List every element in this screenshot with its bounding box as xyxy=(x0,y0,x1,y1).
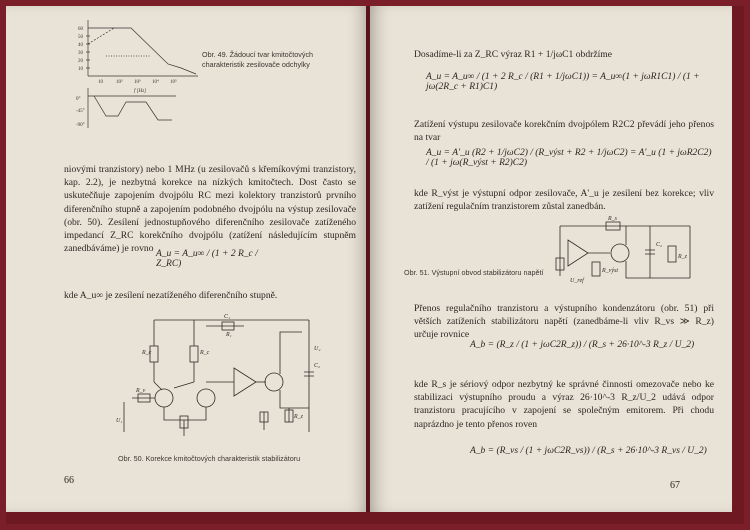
svg-text:60: 60 xyxy=(78,27,83,32)
left-page-number: 66 xyxy=(64,475,74,486)
svg-text:R_s: R_s xyxy=(608,216,617,222)
right-equation-2: A_u = A'_u (R2 + 1/jωC2) / (R_výst + R2 + 1/jωC2) = A'_u (1 + jωR2C2) / (1 + jω(R_výst + R2)C2) xyxy=(426,148,712,168)
svg-text:U₁: U₁ xyxy=(116,418,123,424)
svg-text:U_ref: U_ref xyxy=(570,278,584,284)
svg-text:10⁴: 10⁴ xyxy=(152,80,159,85)
svg-text:R₁: R₁ xyxy=(226,332,232,338)
right-page xyxy=(370,6,732,512)
svg-text:-45°: -45° xyxy=(76,109,85,114)
svg-text:10³: 10³ xyxy=(134,80,141,85)
svg-text:C₂: C₂ xyxy=(656,242,663,248)
svg-text:50: 50 xyxy=(78,35,83,40)
svg-text:R_z: R_z xyxy=(678,254,687,260)
svg-text:C₂: C₂ xyxy=(314,363,321,369)
svg-text:30: 30 xyxy=(78,51,83,56)
right-paragraph-4: Přenos regulačního tranzistoru a výstupního kondenzátoru (obr. 51) při větších zatíženích stabilizátoru napětí (zanedbáme-li vliv R_vs ≫ R_z) určuje rovnice xyxy=(414,303,714,341)
right-paragraph-3: kde R_výst je výstupní odpor zesilovače, A'_u je zesílení bez korekce; vliv zatížení regulačním tranzistorem zůstal zanedbán. xyxy=(414,188,714,213)
svg-text:U₂: U₂ xyxy=(314,346,321,352)
svg-text:20: 20 xyxy=(78,59,83,64)
svg-text:10: 10 xyxy=(98,80,103,85)
svg-text:R_z: R_z xyxy=(294,414,303,420)
svg-text:R_c: R_c xyxy=(142,350,152,356)
figure-50-caption: Obr. 50. Korekce kmitočtových charakteristik stabilizátoru xyxy=(118,454,301,463)
right-equation-4: A_b = (R_vs / (1 + jωC2R_vs)) / (R_s + 26·10^-3 R_vs / U_2) xyxy=(470,446,707,456)
right-equation-1: A_u = A_u∞ / (1 + 2 R_c / (R1 + 1/jωC1)) = A_u∞(1 + jωR1C1) / (1 + jω(2R_c + R1)C1) xyxy=(426,72,700,92)
svg-text:10: 10 xyxy=(78,67,83,72)
left-page xyxy=(6,6,368,512)
figure-49-caption: Obr. 49. Žádoucí tvar kmitočtových charakteristik zesilovače odchylky xyxy=(202,50,314,69)
svg-text:R_výst: R_výst xyxy=(602,268,618,274)
right-equation-3: A_b = (R_z / (1 + jωC2R_z)) / (R_s + 26·10^-3 R_z / U_2) xyxy=(470,340,695,350)
right-paragraph-2: Zatížení výstupu zesilovače korekčním dvojpólem R2C2 převádí jeho přenos na tvar xyxy=(414,119,714,144)
svg-text:40: 40 xyxy=(78,43,83,48)
figure-50-circuit xyxy=(114,312,330,442)
figure-49-bode-plot xyxy=(76,16,206,131)
svg-text:R_c: R_c xyxy=(200,350,210,356)
svg-text:10²: 10² xyxy=(116,80,123,85)
svg-text:-90°: -90° xyxy=(76,123,85,128)
svg-text:10⁵: 10⁵ xyxy=(170,80,177,85)
svg-text:f [Hz]: f [Hz] xyxy=(134,89,147,94)
figure-51-caption: Obr. 51. Výstupní obvod stabilizátoru napětí xyxy=(404,268,544,277)
left-body-text: niovými tranzistory) nebo 1 MHz (u zesilovačů s křemíkovými tranzistory, kap. 2.2), je nezbytná korekce na nízkých kmitočtech. Dost často se uskutečňuje zapojením dvojpólu RC mezi kolektory tranzistorů prvního diferenčního stupně a zapojením podobného dvojpólu na výstup zesilovače (obr. 50). Zesílení jednostupňového diferenčního zesilovače zatíženého impedancí Z_RC korekčního dvojpólu (zatížení následujícím stupněm zanedbáváme) je rovno xyxy=(64,164,356,255)
figure-51-circuit xyxy=(550,216,700,292)
right-paragraph-5: kde R_s je sériový odpor nezbytný ke správné činnosti omezovače nebo ke stabilizaci výstupního proudu a výraz 26·10^-3 R_z/U_2 udává odpor tranzistoru pracujícího v zapojení se společným emitorem. Při chodu naprázdno je tento přenos roven xyxy=(414,379,714,430)
left-equation: A_u = A_u∞ / (1 + 2 R_c / Z_RC) xyxy=(156,249,258,269)
right-page-number: 67 xyxy=(670,480,680,491)
left-after-equation: kde A_u∞ je zesílení nezatíženého diferenčního stupně. xyxy=(64,290,278,301)
svg-text:0°: 0° xyxy=(76,97,81,102)
right-intro: Dosadíme-li za Z_RC výraz R1 + 1/jωC1 obdržíme xyxy=(414,49,612,60)
svg-text:C₁: C₁ xyxy=(224,314,231,320)
svg-text:R_v: R_v xyxy=(136,388,146,394)
